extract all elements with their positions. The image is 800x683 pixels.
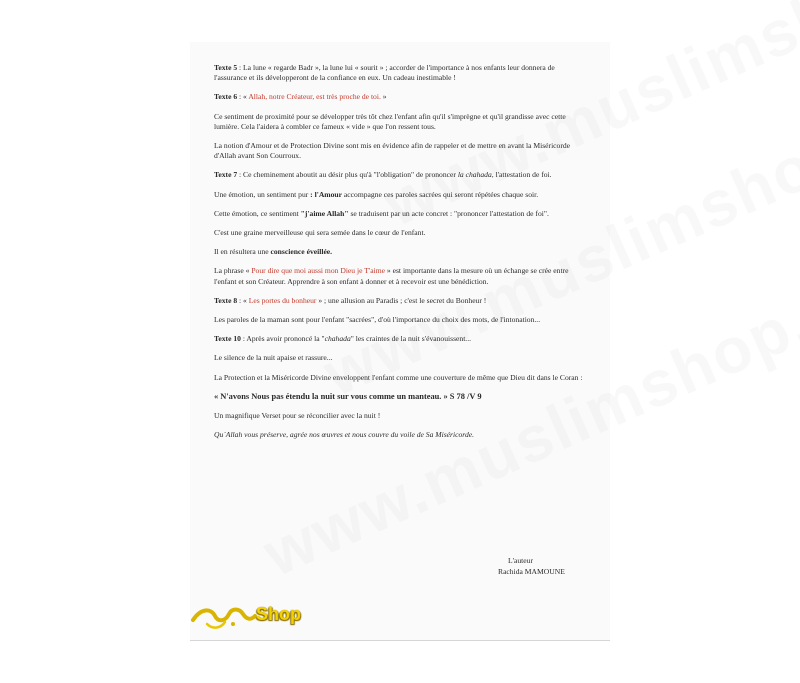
paragraph-texte8 <box>214 296 584 306</box>
paragraph-magnifique: Un magnifique Verset pour se réconcilier avec la nuit ! <box>214 411 381 421</box>
paragraph-proximite: Ce sentiment de proximité pour se développer très tôt chez l'enfant afin qu'il s'imprègne et qu'il grandisse avec cette lumière. Cela l'aidera à combler ce fameux « vide » que l'on ressent tous. <box>214 111 566 131</box>
emotion-pre: Une émotion, un sentiment pur <box>214 189 311 199</box>
texte10-label: Texte 10 <box>214 334 241 344</box>
signature-role: L'auteur <box>508 556 533 565</box>
paragraph-texte7 <box>214 170 584 180</box>
document-body <box>214 63 584 449</box>
texte7-label: Texte 7 <box>214 170 238 180</box>
texte8-post: » ; une allusion au Paradis ; c'est le secret du Bonheur ! <box>316 295 487 305</box>
texte8-pre: : « <box>237 295 249 305</box>
paragraph-texte5 <box>214 63 584 83</box>
cette-emotion-pre: Cette émotion, ce sentiment <box>214 208 301 218</box>
paragraph-cette-emotion <box>214 209 584 219</box>
texte10-chahada: chahada <box>324 334 351 344</box>
texte6-post: » <box>380 92 387 102</box>
conscience-pre: Il en résultera une <box>214 247 271 257</box>
emotion-post: accompagne ces paroles sacrées qui seront répétées chaque soir. <box>342 189 539 199</box>
cette-emotion-post: se traduisent par un acte concret : "prononcer l'attestation de foi". <box>348 208 549 218</box>
paragraph-conscience <box>214 247 584 257</box>
phrase-post: » est importante dans la mesure où un échange se crée entre l'enfant et son Créateur. Apprendre à son enfant à donner et à recevoir est une bénédiction. <box>214 266 569 286</box>
paragraph-paroles: Les paroles de la maman sont pour l'enfant "sacrées", d'où l'importance du choix des mots, de l'intonation... <box>214 315 541 325</box>
paragraph-texte6 <box>214 92 584 102</box>
texte10-post: " les craintes de la nuit s'évanouissent... <box>350 334 471 344</box>
cette-emotion-bold: "j'aime Allah" <box>300 208 349 218</box>
paragraph-silence: Le silence de la nuit apaise et rassure... <box>214 353 333 363</box>
texte7-body-a: : Ce cheminement aboutit au désir plus qu'à "l'obligation" de prononcer <box>237 170 458 180</box>
texte5-label: Texte 5 <box>214 63 238 72</box>
texte10-pre: : Après avoir prononcé la " <box>240 334 325 344</box>
paragraph-phrase <box>214 266 584 286</box>
texte6-pre: : « <box>237 92 249 102</box>
phrase-pre: La phrase « <box>214 266 252 276</box>
texte6-label: Texte 6 <box>214 92 238 102</box>
paragraph-verset: « N'avons Nous pas étendu la nuit sur vous comme un manteau. » S 78 /V 9 <box>214 391 482 401</box>
paragraph-graine: C'est une graine merveilleuse qui sera semée dans le cœur de l'enfant. <box>214 228 426 238</box>
conscience-bold: conscience éveillée. <box>270 247 333 257</box>
texte7-chahada: la chahada, <box>457 170 494 180</box>
paragraph-protection: La Protection et la Miséricorde Divine enveloppent l'enfant comme une couverture de même que Dieu dit dans le Coran : <box>214 372 583 382</box>
logo-text: Shop <box>256 604 301 624</box>
paragraph-emotion <box>214 190 584 200</box>
texte5-body: : La lune « regarde Badr », la lune lui « sourit » ; accorder de l'importance à nos enfants leur donnera de l'assurance et ils développeront de la confiance en eux. Un cadeau inestimable ! <box>214 63 555 83</box>
texte8-quote: Les portes du bonheur <box>248 295 317 305</box>
texte6-quote: Allah, notre Créateur, est très proche de toi. <box>248 92 381 102</box>
texte8-label: Texte 8 <box>214 295 238 305</box>
signature-name: Rachida MAMOUNE <box>498 566 565 576</box>
paragraph-priere: Qu`Allah vous préserve, agrée nos œuvres et nous couvre du voile de Sa Miséricorde. <box>214 430 475 440</box>
signature-block <box>498 556 565 577</box>
paragraph-notion: La notion d'Amour et de Protection Divine sont mis en évidence afin de rappeler et de mettre en avant la Miséricorde d'Allah avant Son Courroux. <box>214 141 571 161</box>
texte7-body-b: l'attestation de foi. <box>493 170 552 180</box>
phrase-quote: Pour dire que moi aussi mon Dieu je T'aime <box>251 266 386 276</box>
logo-swirl-icon <box>193 610 255 621</box>
paragraph-texte10 <box>214 334 584 344</box>
emotion-bold: : l'Amour <box>310 189 343 199</box>
